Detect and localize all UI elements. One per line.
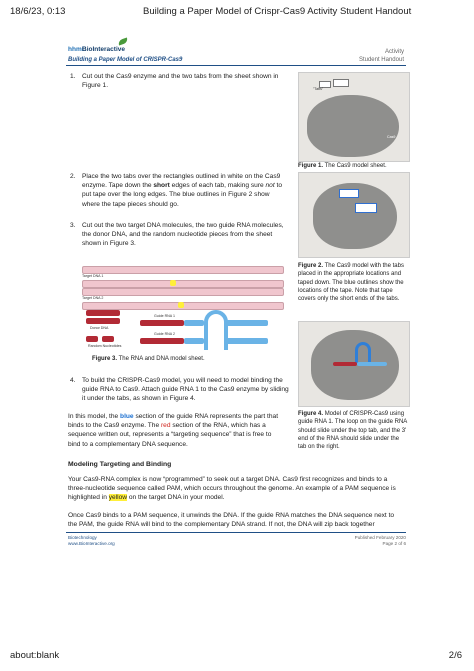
section-heading: Modeling Targeting and Binding (68, 461, 172, 468)
figure-2-caption: Figure 2. The Cas9 model with the tabs placed in the appropriate locations and taped down. The blue outlines show the locations of the tape. Note that tape covers only the short ends of the tabs. (298, 263, 404, 303)
figure-2-image (298, 172, 410, 258)
print-page-indicator: 2/6 (448, 650, 462, 661)
footer-left: Biotechnology www.BioInteractive.org (68, 535, 115, 546)
print-url: about:blank (10, 650, 60, 661)
step-4-text: To build the CRISPR-Cas9 model, you will need to model binding the guide RNA to Cas9. Attach guide RNA 1 to the Cas9 enzyme by sliding it under the tabs, as shown in Figure 4. (82, 377, 289, 403)
paragraph-guide-rna: In this model, the blue section of the guide RNA represents the part that binds to the Cas9 enzyme. The red section of the RNA, which has a sequence written out, represents a “targeting sequence” that is free to bind to a complementary DNA sequence. (68, 413, 279, 448)
target-dna-2-label: Target DNA 2 (82, 296, 104, 300)
footer-rule (66, 532, 406, 533)
paragraph-unwind: Once Cas9 binds to a PAM sequence, it unwinds the DNA. If the guide RNA matches the DNA sequence next to the PAM, the guide RNA will bind to the complementary DNA strand. If not, the DNA will zip back together (68, 512, 395, 529)
guide-rna-1-label: Guide RNA 1 (154, 314, 175, 318)
print-doc-title: Building a Paper Model of Crispr-Cas9 Activity Student Handout (143, 6, 412, 17)
random-nucleotides-label: Random Nucleotides (88, 344, 122, 348)
figure-3-image (78, 264, 290, 350)
footer-right: Published February 2020 Page 2 of 6 (354, 535, 406, 546)
step-number: 3. (70, 222, 76, 229)
figure-4-caption: Figure 4. Model of CRISPR-Cas9 using guide RNA 1. The loop on the guide RNA should slide under the top tab, and the 3' end of the RNA should slide under the tab on the right. (298, 411, 408, 451)
figure-1-image (298, 72, 410, 162)
donor-dna-label: Donor DNA (90, 326, 109, 330)
header-rule (66, 65, 406, 66)
doc-subtitle: Building a Paper Model of CRISPR-Cas9 (68, 57, 183, 63)
step-3-text: Cut out the two target DNA molecules, the two guide RNA molecules, the donor DNA, and the random nucleotide pieces from the sheet shown in Figure 3. (82, 222, 284, 248)
figure-3-caption: Figure 3. The RNA and DNA model sheet. (92, 356, 205, 362)
guide-rna-2-label: Guide RNA 2 (154, 332, 175, 336)
logo-hhmi: hhmi (68, 46, 84, 53)
doc-activity: Activity (384, 49, 404, 55)
logo-biointeractive: BioInteractive (82, 46, 125, 53)
step-2-text: Place the two tabs over the rectangles outlined in white on the Cas9 enzyme. Tape down the short edges of each tab, making sure not to put tape over the long edges. The blue outlines in Figure 2 show where the tape pieces should go. (82, 173, 283, 208)
biointeractive-leaf-icon (117, 37, 128, 45)
print-date: 18/6/23, 0:13 (10, 6, 66, 17)
step-number: 1. (70, 73, 76, 80)
step-number: 4. (70, 377, 76, 384)
cas9-label: Cas9 (387, 135, 396, 139)
tabs-label: "Tabs" (313, 87, 324, 91)
figure-1-caption: Figure 1. The Cas9 model sheet. (298, 163, 387, 169)
step-number: 2. (70, 173, 76, 180)
target-dna-1-label: Target DNA 1 (82, 274, 104, 278)
doc-handout: Student Handout (358, 57, 404, 63)
step-1-text: Cut out the Cas9 enzyme and the two tabs from the sheet shown in Figure 1. (82, 73, 279, 90)
figure-4-image (298, 321, 410, 407)
paragraph-pam: Your Cas9-RNA complex is now “programmed” to seek out a target DNA. Cas9 first recognizes and binds to a three-nucleotide sequence called PAM, which occurs throughout the genome. An example of a PAM sequence is highlighted in yellow on the target DNA in your model. (68, 476, 396, 502)
